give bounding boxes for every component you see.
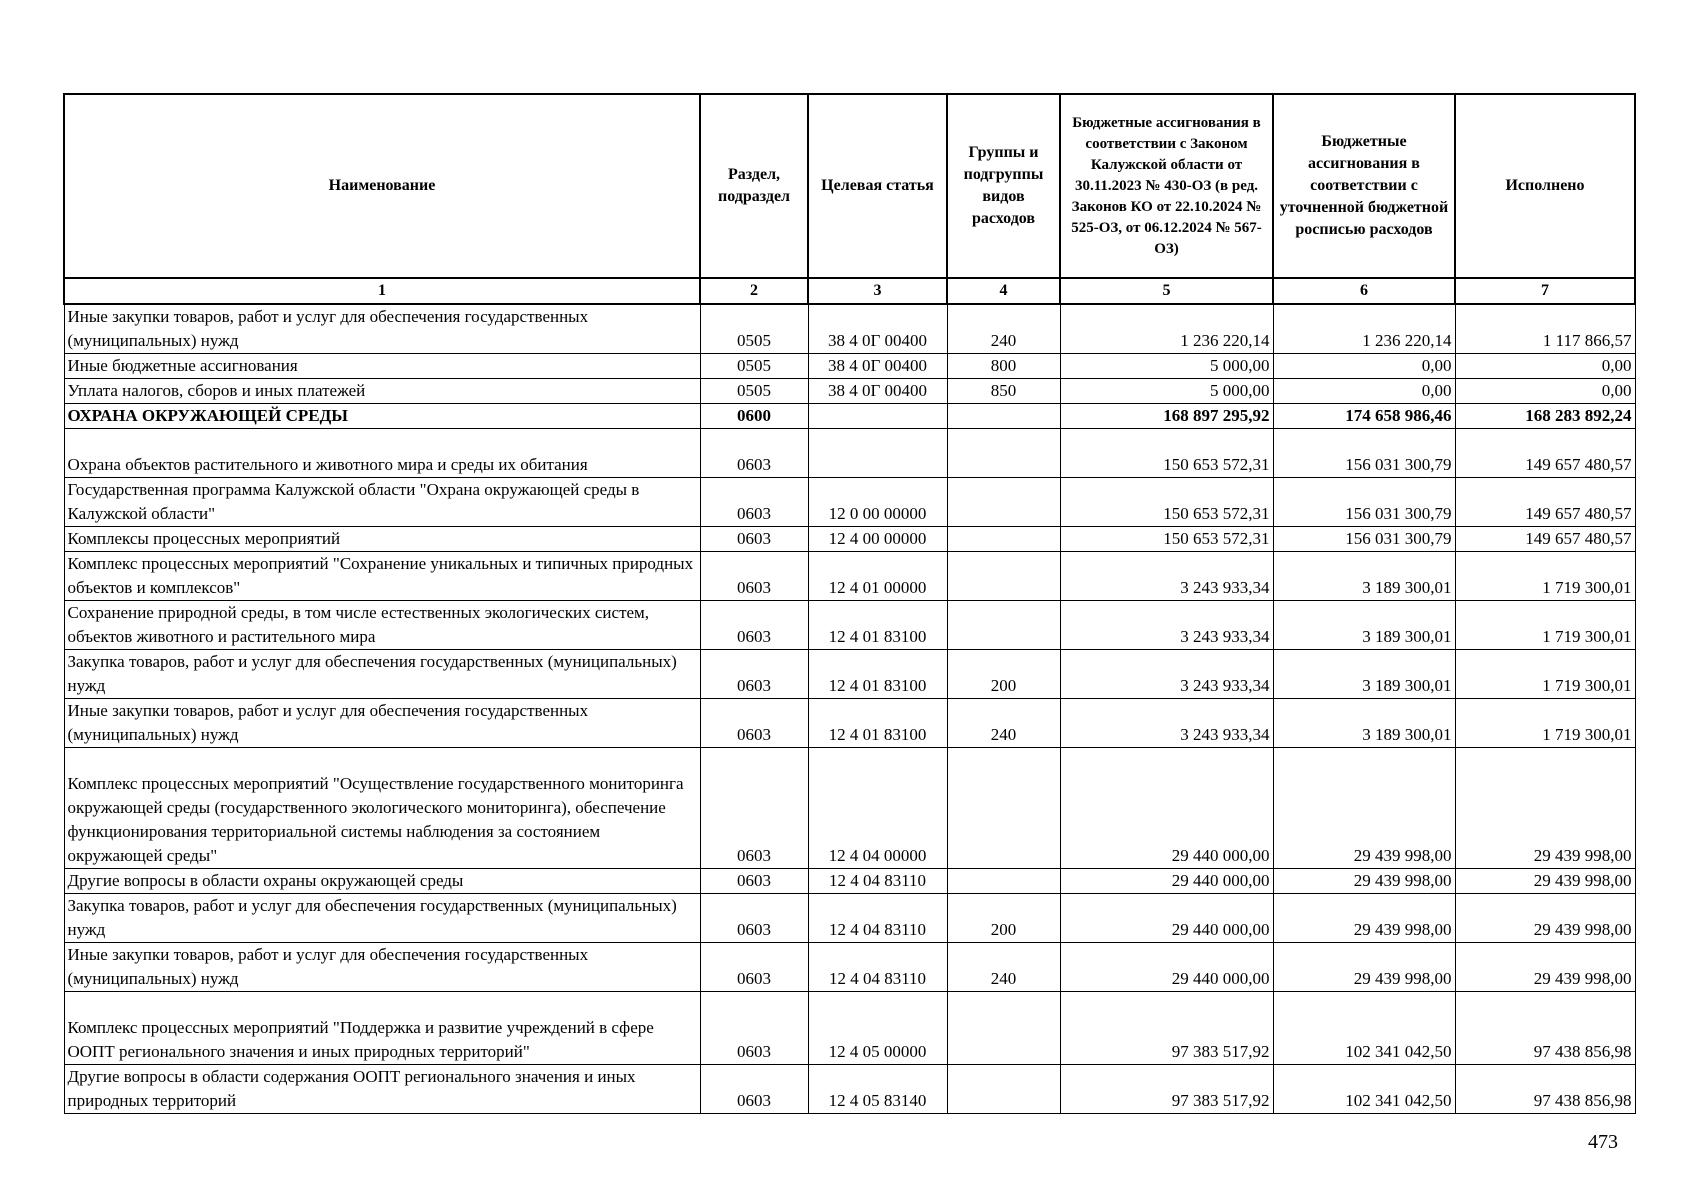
row-law-amount: 5 000,00: [1060, 354, 1273, 379]
row-group: 240: [947, 304, 1060, 354]
row-section: 0603: [700, 650, 808, 699]
row-name: Иные закупки товаров, работ и услуг для обеспечения государственных (муниципальных) нужд: [64, 304, 700, 354]
row-name: Другие вопросы в области охраны окружающей среды: [64, 869, 700, 894]
row-law-amount: 29 440 000,00: [1060, 869, 1273, 894]
row-name: Иные закупки товаров, работ и услуг для обеспечения государственных (муниципальных) нужд: [64, 943, 700, 992]
row-law-amount: 1 236 220,14: [1060, 304, 1273, 354]
row-law-amount: 5 000,00: [1060, 379, 1273, 404]
row-article: 12 0 00 00000: [808, 478, 947, 527]
row-law-amount: 3 243 933,34: [1060, 699, 1273, 748]
row-schedule-amount: 29 439 998,00: [1273, 748, 1455, 869]
row-law-amount: 29 440 000,00: [1060, 894, 1273, 943]
table-row: [64, 404, 1635, 429]
table-row: [64, 650, 1635, 699]
budget-table: [63, 93, 1636, 1114]
header-row: [64, 94, 1635, 278]
row-section: 0603: [700, 748, 808, 869]
table-row: [64, 478, 1635, 527]
row-article: 38 4 0Г 00400: [808, 354, 947, 379]
row-schedule-amount: 1 236 220,14: [1273, 304, 1455, 354]
header-law-allocations: Бюджетные ассигнования в соответствии с Законом Калужской области от 30.11.2023 № 430-ОЗ (в ред. Законов КО от 22.10.2024 № 525-ОЗ, от 06.12.2024 № 567-ОЗ): [1060, 94, 1273, 278]
row-schedule-amount: 0,00: [1273, 354, 1455, 379]
row-group: 200: [947, 894, 1060, 943]
row-name: Уплата налогов, сборов и иных платежей: [64, 379, 700, 404]
row-schedule-amount: 102 341 042,50: [1273, 992, 1455, 1065]
row-executed-amount: 29 439 998,00: [1455, 748, 1635, 869]
row-law-amount: 29 440 000,00: [1060, 748, 1273, 869]
row-section: 0505: [700, 304, 808, 354]
row-law-amount: 3 243 933,34: [1060, 650, 1273, 699]
table-row: [64, 894, 1635, 943]
row-name: Комплекс процессных мероприятий "Поддержка и развитие учреждений в сфере ООПТ регионального значения и иных природных территорий": [64, 992, 700, 1065]
table-row: [64, 748, 1635, 869]
row-group: [947, 992, 1060, 1065]
row-name: Сохранение природной среды, в том числе естественных экологических систем, объектов животного и растительного мира: [64, 601, 700, 650]
column-number: 7: [1455, 278, 1635, 304]
row-schedule-amount: 3 189 300,01: [1273, 650, 1455, 699]
row-section: 0603: [700, 869, 808, 894]
row-name: Иные бюджетные ассигнования: [64, 354, 700, 379]
table-row: [64, 869, 1635, 894]
row-section: 0603: [700, 992, 808, 1065]
row-schedule-amount: 29 439 998,00: [1273, 869, 1455, 894]
row-group: 240: [947, 699, 1060, 748]
row-article: 12 4 05 83140: [808, 1065, 947, 1114]
row-section: 0603: [700, 943, 808, 992]
row-law-amount: 168 897 295,92: [1060, 404, 1273, 429]
row-group: [947, 601, 1060, 650]
row-article: 12 4 04 83110: [808, 943, 947, 992]
row-section: 0505: [700, 379, 808, 404]
row-name: Иные закупки товаров, работ и услуг для обеспечения государственных (муниципальных) нужд: [64, 699, 700, 748]
row-group: [947, 404, 1060, 429]
row-executed-amount: 1 719 300,01: [1455, 650, 1635, 699]
row-executed-amount: 29 439 998,00: [1455, 869, 1635, 894]
row-executed-amount: 0,00: [1455, 379, 1635, 404]
table-row: [64, 304, 1635, 354]
row-article: 12 4 00 00000: [808, 527, 947, 552]
row-section: 0603: [700, 478, 808, 527]
row-law-amount: 150 653 572,31: [1060, 527, 1273, 552]
row-section: 0603: [700, 552, 808, 601]
table-row: [64, 601, 1635, 650]
row-group: [947, 429, 1060, 478]
row-schedule-amount: 102 341 042,50: [1273, 1065, 1455, 1114]
table-row: [64, 354, 1635, 379]
row-executed-amount: 1 719 300,01: [1455, 601, 1635, 650]
row-article: 12 4 01 00000: [808, 552, 947, 601]
header-section: Раздел, подраздел: [700, 94, 808, 278]
table-row: [64, 429, 1635, 478]
row-article: [808, 404, 947, 429]
row-article: 12 4 01 83100: [808, 601, 947, 650]
row-name: Охрана объектов растительного и животного мира и среды их обитания: [64, 429, 700, 478]
row-executed-amount: 168 283 892,24: [1455, 404, 1635, 429]
row-section: 0600: [700, 404, 808, 429]
row-law-amount: 3 243 933,34: [1060, 601, 1273, 650]
row-group: [947, 869, 1060, 894]
row-article: 12 4 01 83100: [808, 650, 947, 699]
column-number: 5: [1060, 278, 1273, 304]
row-name: ОХРАНА ОКРУЖАЮЩЕЙ СРЕДЫ: [64, 404, 700, 429]
row-schedule-amount: 174 658 986,46: [1273, 404, 1455, 429]
row-executed-amount: 29 439 998,00: [1455, 943, 1635, 992]
row-group: 850: [947, 379, 1060, 404]
row-name: Комплекс процессных мероприятий "Осуществление государственного мониторинга окружающей среды (государственного экологического мониторинга), обеспечение функционирования территориальной системы наблюдения за состоянием окружающей среды": [64, 748, 700, 869]
row-article: 12 4 04 83110: [808, 894, 947, 943]
row-schedule-amount: 156 031 300,79: [1273, 478, 1455, 527]
row-schedule-amount: 3 189 300,01: [1273, 601, 1455, 650]
row-article: 38 4 0Г 00400: [808, 304, 947, 354]
header-article: Целевая статья: [808, 94, 947, 278]
row-section: 0603: [700, 429, 808, 478]
row-executed-amount: 97 438 856,98: [1455, 992, 1635, 1065]
row-article: 12 4 01 83100: [808, 699, 947, 748]
column-number: 2: [700, 278, 808, 304]
row-group: [947, 527, 1060, 552]
table-row: [64, 943, 1635, 992]
row-name: Другие вопросы в области содержания ООПТ регионального значения и иных природных территорий: [64, 1065, 700, 1114]
row-schedule-amount: 29 439 998,00: [1273, 943, 1455, 992]
row-article: 12 4 04 83110: [808, 869, 947, 894]
row-name: Закупка товаров, работ и услуг для обеспечения государственных (муниципальных) нужд: [64, 894, 700, 943]
table-row: [64, 992, 1635, 1065]
row-article: 12 4 05 00000: [808, 992, 947, 1065]
header-schedule-allocations: Бюджетные ассигнования в соответствии с уточненной бюджетной росписью расходов: [1273, 94, 1455, 278]
row-group: 800: [947, 354, 1060, 379]
column-number: 3: [808, 278, 947, 304]
row-group: 200: [947, 650, 1060, 699]
row-schedule-amount: 156 031 300,79: [1273, 429, 1455, 478]
row-name: Комплекс процессных мероприятий "Сохранение уникальных и типичных природных объектов и комплексов": [64, 552, 700, 601]
row-name: Комплексы процессных мероприятий: [64, 527, 700, 552]
table-row: [64, 379, 1635, 404]
row-section: 0603: [700, 894, 808, 943]
table-body: [64, 304, 1635, 1114]
row-law-amount: 97 383 517,92: [1060, 992, 1273, 1065]
table-row: [64, 527, 1635, 552]
row-name: Закупка товаров, работ и услуг для обеспечения государственных (муниципальных) нужд: [64, 650, 700, 699]
row-executed-amount: 1 719 300,01: [1455, 552, 1635, 601]
table-row: [64, 552, 1635, 601]
row-executed-amount: 1 117 866,57: [1455, 304, 1635, 354]
column-number: 1: [64, 278, 700, 304]
row-group: 240: [947, 943, 1060, 992]
table-row: [64, 1065, 1635, 1114]
row-executed-amount: 29 439 998,00: [1455, 894, 1635, 943]
row-schedule-amount: 3 189 300,01: [1273, 699, 1455, 748]
row-law-amount: 3 243 933,34: [1060, 552, 1273, 601]
row-law-amount: 150 653 572,31: [1060, 478, 1273, 527]
row-schedule-amount: 156 031 300,79: [1273, 527, 1455, 552]
header-name: Наименование: [64, 94, 700, 278]
row-name: Государственная программа Калужской области "Охрана окружающей среды в Калужской области": [64, 478, 700, 527]
header-executed: Исполнено: [1455, 94, 1635, 278]
row-law-amount: 29 440 000,00: [1060, 943, 1273, 992]
row-section: 0603: [700, 527, 808, 552]
row-section: 0505: [700, 354, 808, 379]
row-executed-amount: 149 657 480,57: [1455, 429, 1635, 478]
table-row: [64, 699, 1635, 748]
row-executed-amount: 149 657 480,57: [1455, 527, 1635, 552]
row-law-amount: 150 653 572,31: [1060, 429, 1273, 478]
row-executed-amount: 97 438 856,98: [1455, 1065, 1635, 1114]
row-executed-amount: 1 719 300,01: [1455, 699, 1635, 748]
page-number: 473: [1588, 1131, 1618, 1153]
row-law-amount: 97 383 517,92: [1060, 1065, 1273, 1114]
row-schedule-amount: 3 189 300,01: [1273, 552, 1455, 601]
row-section: 0603: [700, 1065, 808, 1114]
row-group: [947, 1065, 1060, 1114]
column-number-row: [64, 278, 1635, 304]
row-article: 38 4 0Г 00400: [808, 379, 947, 404]
header-group: Группы и подгруппы видов расходов: [947, 94, 1060, 278]
column-number: 4: [947, 278, 1060, 304]
row-section: 0603: [700, 601, 808, 650]
row-article: 12 4 04 00000: [808, 748, 947, 869]
row-group: [947, 478, 1060, 527]
row-schedule-amount: 29 439 998,00: [1273, 894, 1455, 943]
row-schedule-amount: 0,00: [1273, 379, 1455, 404]
row-article: [808, 429, 947, 478]
column-number: 6: [1273, 278, 1455, 304]
row-group: [947, 748, 1060, 869]
row-group: [947, 552, 1060, 601]
row-executed-amount: 149 657 480,57: [1455, 478, 1635, 527]
row-section: 0603: [700, 699, 808, 748]
row-executed-amount: 0,00: [1455, 354, 1635, 379]
